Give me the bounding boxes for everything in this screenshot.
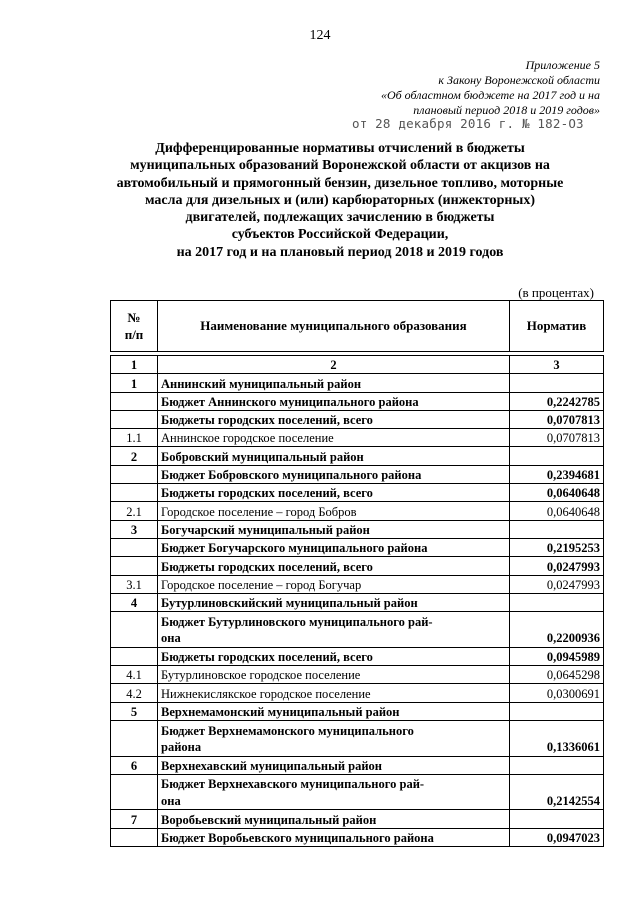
table-row [111, 810, 604, 828]
row-name-line: Бюджеты городских поселений, всего [161, 650, 373, 665]
row-number: 2.1 [111, 502, 158, 520]
row-number: 4.1 [111, 666, 158, 684]
row-name [158, 774, 510, 810]
law-date-stamp: от 28 декабря 2016 г. № 182-ОЗ [352, 116, 584, 131]
row-name-line: Бюджеты городских поселений, всего [161, 559, 373, 574]
row-norm-value: 0,2394681 [510, 465, 604, 483]
row-norm-value [510, 447, 604, 465]
row-number [111, 647, 158, 665]
row-name-line: она [161, 793, 181, 808]
table-row [111, 684, 604, 702]
column-number: 3 [510, 356, 604, 374]
row-name-line: Бюджет Богучарского муниципального района [161, 541, 428, 556]
title-line: на 2017 год и на плановый период 2018 и 2019 годов [176, 244, 504, 260]
table-row [111, 538, 604, 556]
table-row [111, 593, 604, 611]
row-name-line: Бобровский муниципальный район [161, 449, 364, 464]
row-number: 4 [111, 593, 158, 611]
table-row [111, 484, 604, 502]
table-row [111, 374, 604, 392]
row-number [111, 828, 158, 846]
row-name-line: Воробьевский муниципальный район [161, 812, 377, 827]
row-number [111, 557, 158, 575]
row-name-line: Бюджет Верхнехавского муниципального рай- [161, 777, 425, 792]
row-number [111, 392, 158, 410]
row-name [158, 612, 510, 648]
units-note: (в процентах) [518, 285, 594, 300]
table-row [111, 756, 604, 774]
row-number [111, 465, 158, 483]
row-name [158, 593, 510, 611]
row-name [158, 520, 510, 538]
row-number [111, 410, 158, 428]
row-number: 4.2 [111, 684, 158, 702]
row-norm-value [510, 756, 604, 774]
row-norm-value: 0,2242785 [510, 392, 604, 410]
row-norm-value: 0,0707813 [510, 410, 604, 428]
row-name-line: Бюджет Аннинского муниципального района [161, 394, 419, 409]
table-row [111, 828, 604, 846]
table-row [111, 666, 604, 684]
title-line: автомобильный и прямогонный бензин, дизельное топливо, моторные [116, 175, 564, 191]
column-number: 2 [158, 356, 510, 374]
norms-table-body [111, 356, 604, 847]
row-name [158, 756, 510, 774]
row-name [158, 720, 510, 756]
table-row [111, 465, 604, 483]
table-header [110, 300, 604, 352]
header-norm: Норматив [510, 301, 604, 352]
row-norm-value [510, 810, 604, 828]
document-title [80, 140, 600, 261]
row-number: 7 [111, 810, 158, 828]
row-name-line: Нижнекислякское городское поселение [161, 686, 371, 701]
table-row [111, 447, 604, 465]
row-name-line: Бюджет Воробьевского муниципального района [161, 831, 434, 846]
header-number-line2: п/п [124, 327, 144, 342]
row-norm-value: 0,0640648 [510, 484, 604, 502]
table-row [111, 720, 604, 756]
row-norm-value: 0,0707813 [510, 429, 604, 447]
row-name-line: Верхнемамонский муниципальный район [161, 704, 400, 719]
appendix-line: «Об областном бюджете на 2017 год и на [380, 88, 600, 102]
row-number: 1 [111, 374, 158, 392]
row-norm-value: 0,0947023 [510, 828, 604, 846]
row-norm-value [510, 520, 604, 538]
row-name [158, 647, 510, 665]
title-line: субъектов Российской Федерации, [231, 227, 449, 243]
row-norm-value: 0,2195253 [510, 538, 604, 556]
row-name [158, 429, 510, 447]
row-name [158, 575, 510, 593]
header-number-line1: № [127, 310, 141, 325]
row-norm-value: 0,1336061 [510, 720, 604, 756]
row-name-line: она [161, 631, 181, 646]
row-name-line: района [161, 740, 202, 755]
title-line: Дифференцированные нормативы отчислений в бюджеты [155, 141, 525, 156]
row-name-line: Городское поселение – город Бобров [161, 504, 357, 519]
row-norm-value [510, 702, 604, 720]
row-number: 3.1 [111, 575, 158, 593]
row-number: 1.1 [111, 429, 158, 447]
table-row [111, 575, 604, 593]
row-name-line: Бюджет Бобровского муниципального района [161, 468, 422, 483]
row-number: 3 [111, 520, 158, 538]
title-line: двигателей, подлежащих зачислению в бюджеты [185, 210, 495, 226]
row-name-line: Бутурлиновскийский муниципальный район [161, 596, 418, 611]
appendix-block [300, 58, 600, 118]
row-name [158, 557, 510, 575]
row-norm-value: 0,0300691 [510, 684, 604, 702]
row-name [158, 702, 510, 720]
row-number: 6 [111, 756, 158, 774]
table-row [111, 612, 604, 648]
row-name [158, 502, 510, 520]
row-number [111, 538, 158, 556]
page-number: 124 [309, 28, 331, 43]
title-line: масла для дизельных и (или) карбюраторных (инжекторных) [144, 192, 536, 208]
row-number: 5 [111, 702, 158, 720]
table-row [111, 429, 604, 447]
header-name: Наименование муниципального образования [158, 301, 510, 352]
norms-table [110, 355, 604, 847]
table-row [111, 774, 604, 810]
row-name [158, 484, 510, 502]
row-name [158, 374, 510, 392]
table-row [111, 410, 604, 428]
row-number [111, 720, 158, 756]
table-row [111, 702, 604, 720]
row-norm-value [510, 374, 604, 392]
row-name-line: Бюджет Бутурлиновского муниципального рай- [161, 614, 433, 629]
row-name [158, 666, 510, 684]
table-row [111, 392, 604, 410]
column-number: 1 [111, 356, 158, 374]
table-row [111, 502, 604, 520]
row-name-line: Городское поселение – город Богучар [161, 577, 362, 592]
row-name [158, 810, 510, 828]
row-norm-value: 0,0640648 [510, 502, 604, 520]
row-name-line: Бюджеты городских поселений, всего [161, 486, 373, 501]
row-name [158, 465, 510, 483]
row-name-line: Бюджет Верхнемамонского муниципального [161, 723, 414, 738]
row-norm-value: 0,2200936 [510, 612, 604, 648]
row-norm-value: 0,2142554 [510, 774, 604, 810]
appendix-line: к Закону Воронежской области [438, 73, 600, 87]
row-name [158, 410, 510, 428]
table-row [111, 647, 604, 665]
row-number [111, 612, 158, 648]
appendix-line: плановый период 2018 и 2019 годов» [413, 103, 600, 117]
table-row [111, 557, 604, 575]
row-name [158, 538, 510, 556]
title-line: муниципальных образований Воронежской области от акцизов на [130, 158, 550, 174]
row-norm-value: 0,0247993 [510, 575, 604, 593]
row-number: 2 [111, 447, 158, 465]
row-name [158, 684, 510, 702]
appendix-line: Приложение 5 [525, 58, 600, 72]
row-name-line: Верхнехавский муниципальный район [161, 758, 383, 773]
row-number [111, 484, 158, 502]
table-row [111, 520, 604, 538]
row-norm-value [510, 593, 604, 611]
row-number [111, 774, 158, 810]
row-norm-value: 0,0645298 [510, 666, 604, 684]
row-name-line: Бюджеты городских поселений, всего [161, 413, 373, 428]
row-name-line: Богучарский муниципальный район [161, 522, 370, 537]
header-number [111, 301, 158, 352]
row-name-line: Аннинский муниципальный район [161, 376, 362, 391]
row-name-line: Аннинское городское поселение [161, 431, 334, 446]
row-name [158, 392, 510, 410]
row-name-line: Бутурлиновское городское поселение [161, 668, 361, 683]
row-norm-value: 0,0247993 [510, 557, 604, 575]
row-name [158, 447, 510, 465]
row-name [158, 828, 510, 846]
column-number-row [111, 356, 604, 374]
row-norm-value: 0,0945989 [510, 647, 604, 665]
